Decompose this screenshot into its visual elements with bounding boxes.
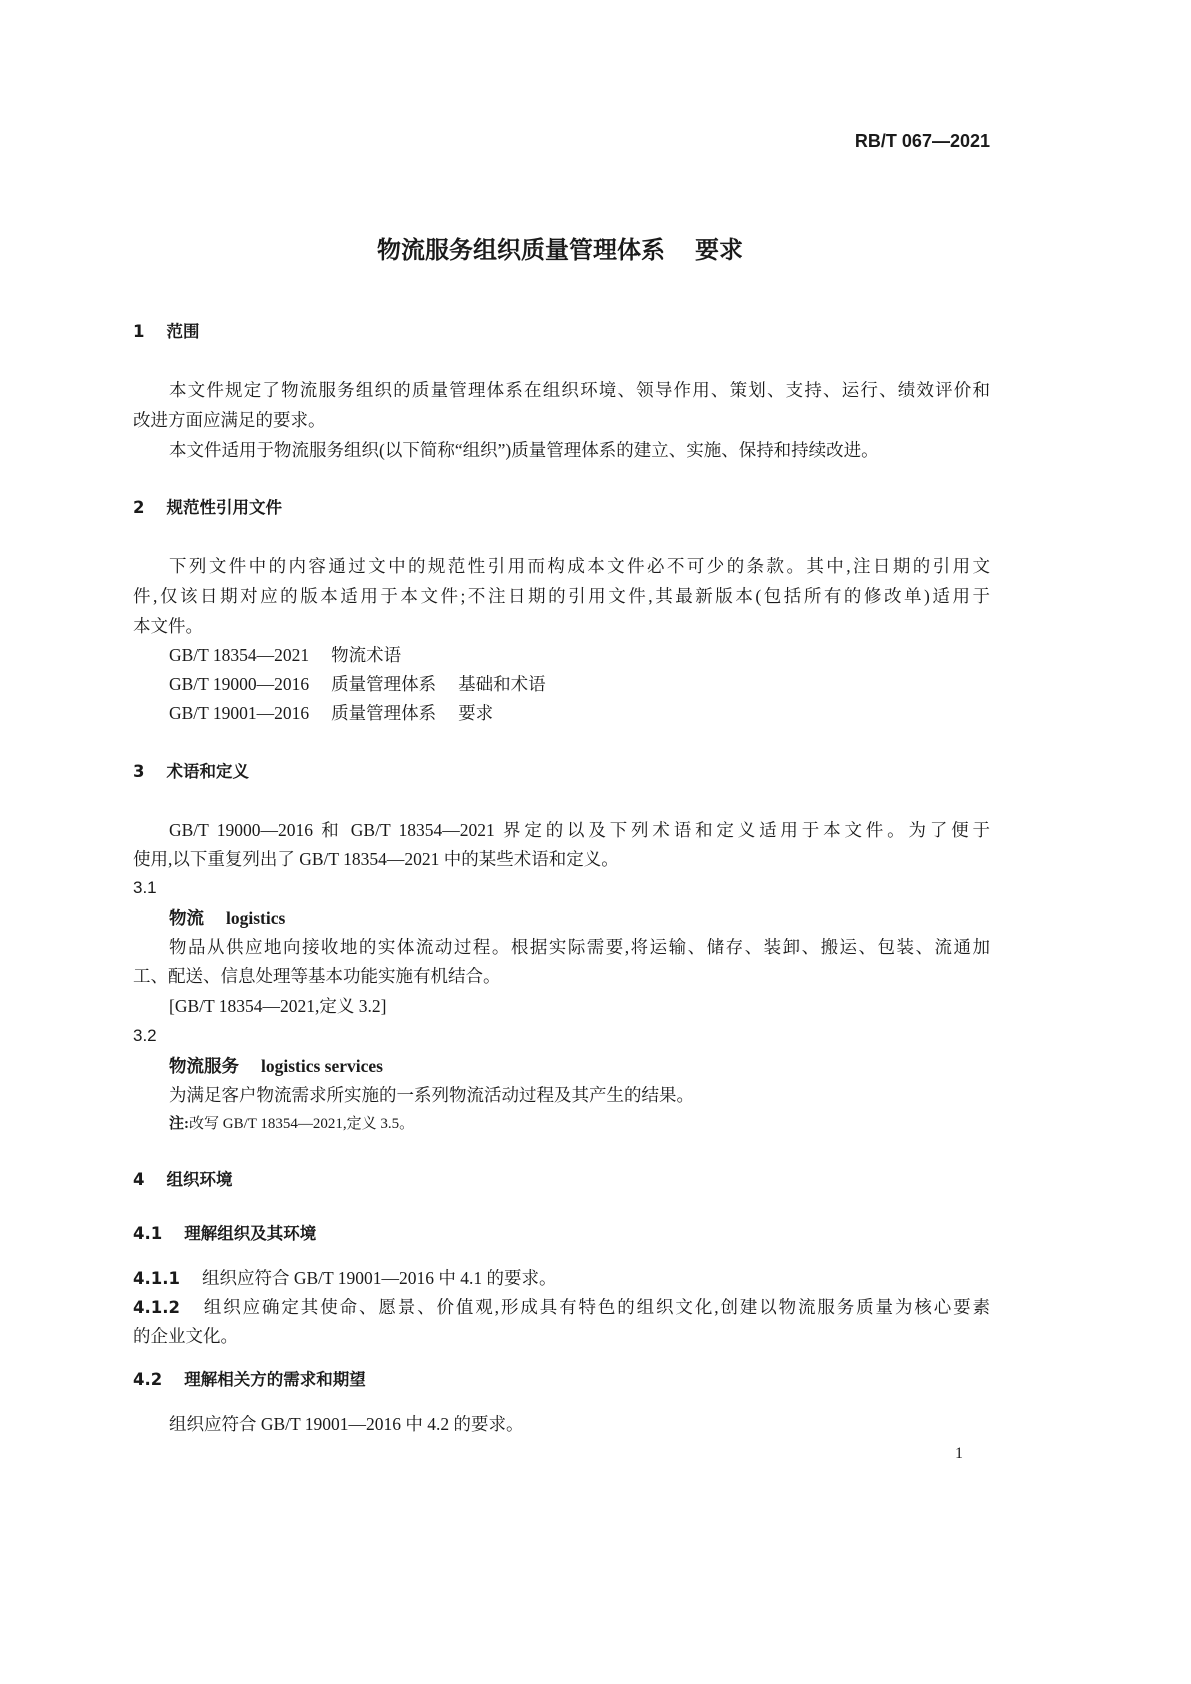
paragraph-line: 本文件规定了物流服务组织的质量管理体系在组织环境、领导作用、策划、支持、运行、绩效评价和 bbox=[169, 380, 990, 400]
term-en: logistics bbox=[226, 908, 286, 928]
term-number: 3.1 bbox=[133, 878, 157, 897]
term-zh: 物流服务 bbox=[169, 1056, 239, 1076]
paragraph-line: 下列文件中的内容通过文中的规范性引用而构成本文件必不可少的条款。其中,注日期的引用文 bbox=[169, 556, 990, 576]
clause-text-line: 的企业文化。 bbox=[133, 1326, 238, 1346]
term-heading bbox=[169, 1055, 990, 1077]
section-number: 4 bbox=[133, 1170, 145, 1189]
term-zh: 物流 bbox=[169, 908, 204, 928]
paragraph-line: GB/T 19000—2016 和 GB/T 18354—2021 界定的以及下列术语和定义适用于本文件。为了便于 bbox=[169, 820, 990, 840]
section-2-heading bbox=[133, 497, 990, 519]
title-main: 物流服务组织质量管理体系 bbox=[377, 236, 665, 264]
section-title: 术语和定义 bbox=[166, 762, 249, 781]
section-title: 组织环境 bbox=[166, 1170, 233, 1189]
ref-subtitle: 基础和术语 bbox=[458, 674, 546, 694]
paragraph-line: 件,仅该日期对应的版本适用于本文件;不注日期的引用文件,其最新版本(包括所有的修改单)适用于 bbox=[133, 586, 990, 606]
section-3-heading bbox=[133, 761, 990, 783]
term-en: logistics services bbox=[261, 1056, 383, 1076]
section-title: 范围 bbox=[166, 322, 200, 341]
note-label: 注: bbox=[169, 1116, 189, 1132]
title-sub: 要求 bbox=[695, 236, 743, 264]
page-number: 1 bbox=[955, 1445, 963, 1462]
ref-title: 质量管理体系 bbox=[331, 703, 437, 723]
term-note bbox=[169, 1113, 990, 1135]
subsection-title: 理解相关方的需求和期望 bbox=[184, 1370, 366, 1389]
reference-item bbox=[169, 702, 990, 724]
ref-code: GB/T 19001—2016 bbox=[169, 703, 310, 723]
definition-line: 工、配送、信息处理等基本功能实施有机结合。 bbox=[133, 966, 501, 986]
paragraph-line: 改进方面应满足的要求。 bbox=[133, 410, 326, 430]
definition-line: 物品从供应地向接收地的实体流动过程。根据实际需要,将运输、储存、装卸、搬运、包装、流通加 bbox=[169, 937, 990, 957]
clause-text: 组织应符合 GB/T 19001—2016 中 4.1 的要求。 bbox=[201, 1268, 557, 1288]
clause-4-1-1 bbox=[133, 1267, 990, 1290]
subsection-4-1-heading bbox=[133, 1223, 990, 1245]
ref-title: 物流术语 bbox=[331, 645, 402, 665]
reference-item bbox=[169, 673, 990, 695]
section-4-heading bbox=[133, 1169, 990, 1191]
section-number: 3 bbox=[133, 762, 145, 781]
term-heading bbox=[169, 907, 990, 929]
paragraph-line: 使用,以下重复列出了 GB/T 18354—2021 中的某些术语和定义。 bbox=[133, 849, 619, 869]
clause-text: 组织应确定其使命、愿景、价值观,形成具有特色的组织文化,创建以物流服务质量为核心要素 bbox=[201, 1297, 990, 1317]
document-title bbox=[0, 230, 1120, 265]
section-number: 2 bbox=[133, 498, 145, 517]
note-text: 改写 GB/T 18354—2021,定义 3.5。 bbox=[189, 1116, 415, 1132]
subsection-number: 4.2 bbox=[133, 1370, 163, 1389]
term-source: [GB/T 18354—2021,定义 3.2] bbox=[169, 996, 387, 1016]
section-title: 规范性引用文件 bbox=[166, 498, 282, 517]
reference-item bbox=[169, 644, 990, 666]
section-1-heading bbox=[133, 321, 990, 343]
term-number: 3.2 bbox=[133, 1026, 157, 1045]
section-number: 1 bbox=[133, 322, 145, 341]
document-code: RB/T 067—2021 bbox=[854, 131, 990, 151]
subsection-number: 4.1 bbox=[133, 1224, 163, 1243]
ref-subtitle: 要求 bbox=[458, 703, 494, 723]
ref-code: GB/T 18354—2021 bbox=[169, 645, 310, 665]
paragraph-line: 本文件。 bbox=[133, 616, 203, 636]
paragraph-line: 组织应符合 GB/T 19001—2016 中 4.2 的要求。 bbox=[169, 1414, 524, 1434]
clause-number: 4.1.2 bbox=[133, 1298, 180, 1317]
clause-4-1-2 bbox=[133, 1296, 990, 1319]
subsection-title: 理解组织及其环境 bbox=[184, 1224, 317, 1243]
definition-line: 为满足客户物流需求所实施的一系列物流活动过程及其产生的结果。 bbox=[169, 1085, 694, 1105]
clause-number: 4.1.1 bbox=[133, 1269, 180, 1288]
subsection-4-2-heading bbox=[133, 1369, 990, 1391]
ref-code: GB/T 19000—2016 bbox=[169, 674, 310, 694]
ref-title: 质量管理体系 bbox=[331, 674, 437, 694]
paragraph-line: 本文件适用于物流服务组织(以下简称“组织”)质量管理体系的建立、实施、保持和持续改进。 bbox=[169, 440, 879, 460]
